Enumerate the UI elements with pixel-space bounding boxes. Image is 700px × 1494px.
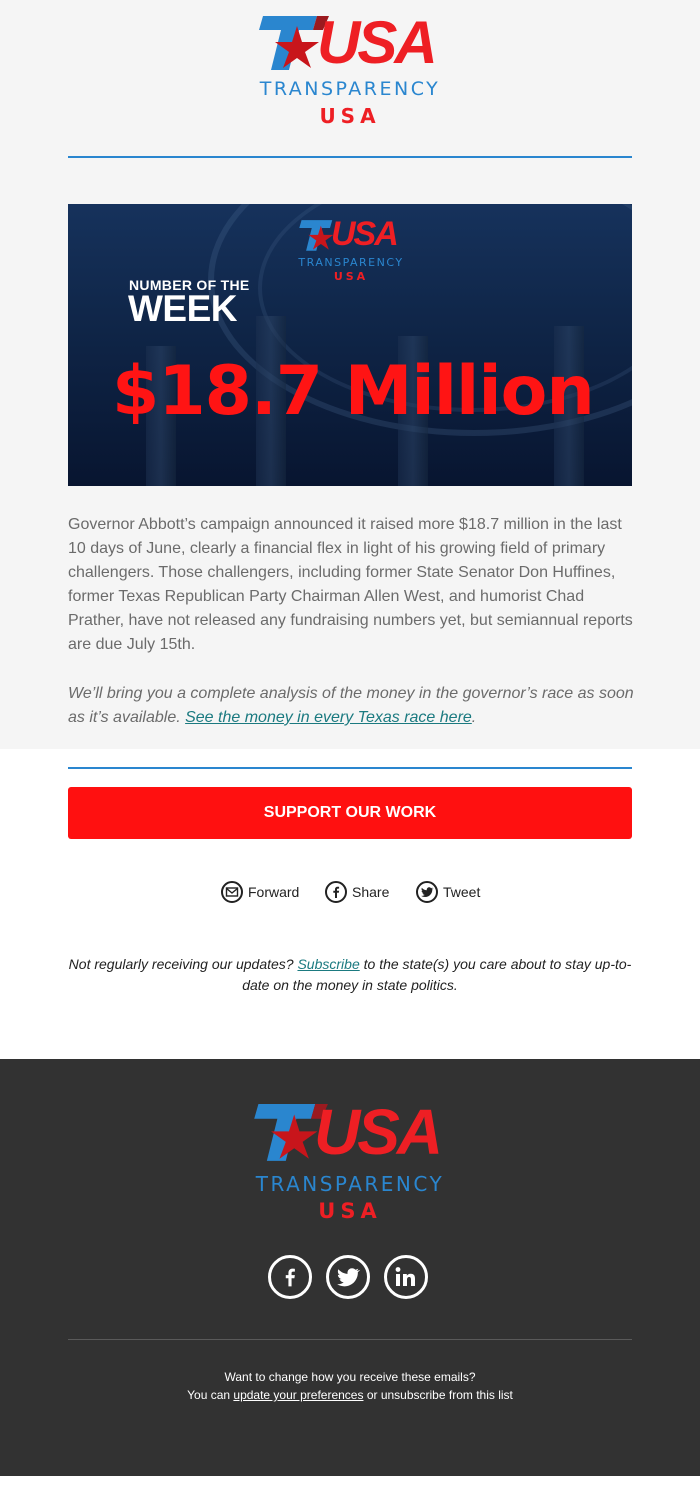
article-note <box>68 682 634 730</box>
update-preferences-link[interactable]: update your preferences <box>233 1388 364 1402</box>
hero-banner <box>68 204 632 486</box>
forward-button[interactable] <box>221 879 299 905</box>
divider-top <box>68 156 632 158</box>
footer-logo[interactable] <box>250 1096 450 1223</box>
logo-subtitle-country: USA <box>318 1199 382 1223</box>
logo-mark <box>297 215 405 253</box>
twitter-icon <box>416 881 438 903</box>
logo-subtitle-country: USA <box>319 104 381 128</box>
logo-word: USA <box>331 215 397 253</box>
brand-logo[interactable] <box>255 9 445 128</box>
hero-logo <box>297 215 405 286</box>
subscribe-link[interactable]: Subscribe <box>297 956 360 972</box>
subscribe-note <box>68 954 632 996</box>
facebook-icon <box>325 881 347 903</box>
share-label: Share <box>352 884 390 900</box>
support-our-work-button[interactable]: SUPPORT OUR WORK <box>68 787 632 839</box>
hero-amount: $18.7 Million <box>112 352 594 431</box>
hero-label-week: WEEK <box>128 288 237 329</box>
facebook-icon <box>279 1265 301 1289</box>
logo-mark <box>255 9 445 76</box>
hero-label-top: NUMBER OF THE <box>129 277 250 293</box>
article-note-end: . <box>471 709 477 726</box>
footer-facebook-link[interactable] <box>268 1255 312 1299</box>
texas-races-link[interactable]: See the money in every Texas race here <box>185 709 472 726</box>
subscribe-note-before: Not regularly receiving our updates? <box>68 956 298 972</box>
footer-line-2-before: You can <box>187 1388 234 1402</box>
tweet-label: Tweet <box>443 884 481 900</box>
linkedin-icon <box>394 1265 418 1289</box>
footer-divider <box>68 1339 632 1340</box>
logo-word: USA <box>314 1096 441 1168</box>
logo-subtitle: TRANSPARENCY <box>298 256 404 269</box>
footer-line-1: Want to change how you receive these emails? <box>224 1370 476 1384</box>
logo-subtitle: TRANSPARENCY <box>259 78 441 100</box>
share-button[interactable] <box>325 879 389 905</box>
footer-twitter-link[interactable] <box>326 1255 370 1299</box>
divider-middle <box>68 767 632 769</box>
footer-preferences-text <box>68 1368 632 1404</box>
logo-word: USA <box>317 9 435 76</box>
logo-mark <box>250 1096 450 1168</box>
logo-subtitle-country: USA <box>333 270 369 283</box>
twitter-icon <box>335 1264 361 1290</box>
footer-line-2-after: or unsubscribe from this list <box>363 1388 513 1402</box>
mail-icon <box>221 881 243 903</box>
footer-line-2 <box>68 1386 632 1404</box>
forward-label: Forward <box>248 884 300 900</box>
article-note-text: We’ll bring you a complete analysis of the money in the governor’s race as soon as it’s available. <box>68 685 634 726</box>
footer-linkedin-link[interactable] <box>384 1255 428 1299</box>
subscribe-note-after: to the state(s) you care about to stay up-to-date on the money in state politics. <box>242 956 632 993</box>
tweet-button[interactable] <box>416 879 480 905</box>
logo-subtitle: TRANSPARENCY <box>255 1172 445 1196</box>
article-body: Governor Abbott’s campaign announced it raised more $18.7 million in the last 10 days of June, clearly a financial flex in light of his growing field of primary challengers. Those challengers, including former State Senator Don Huffines, former Texas Republican Party Chairman Allen West, and humorist Chad Prather, have not released any fundraising numbers yet, but semiannual reports are due July 15th. <box>68 516 633 653</box>
